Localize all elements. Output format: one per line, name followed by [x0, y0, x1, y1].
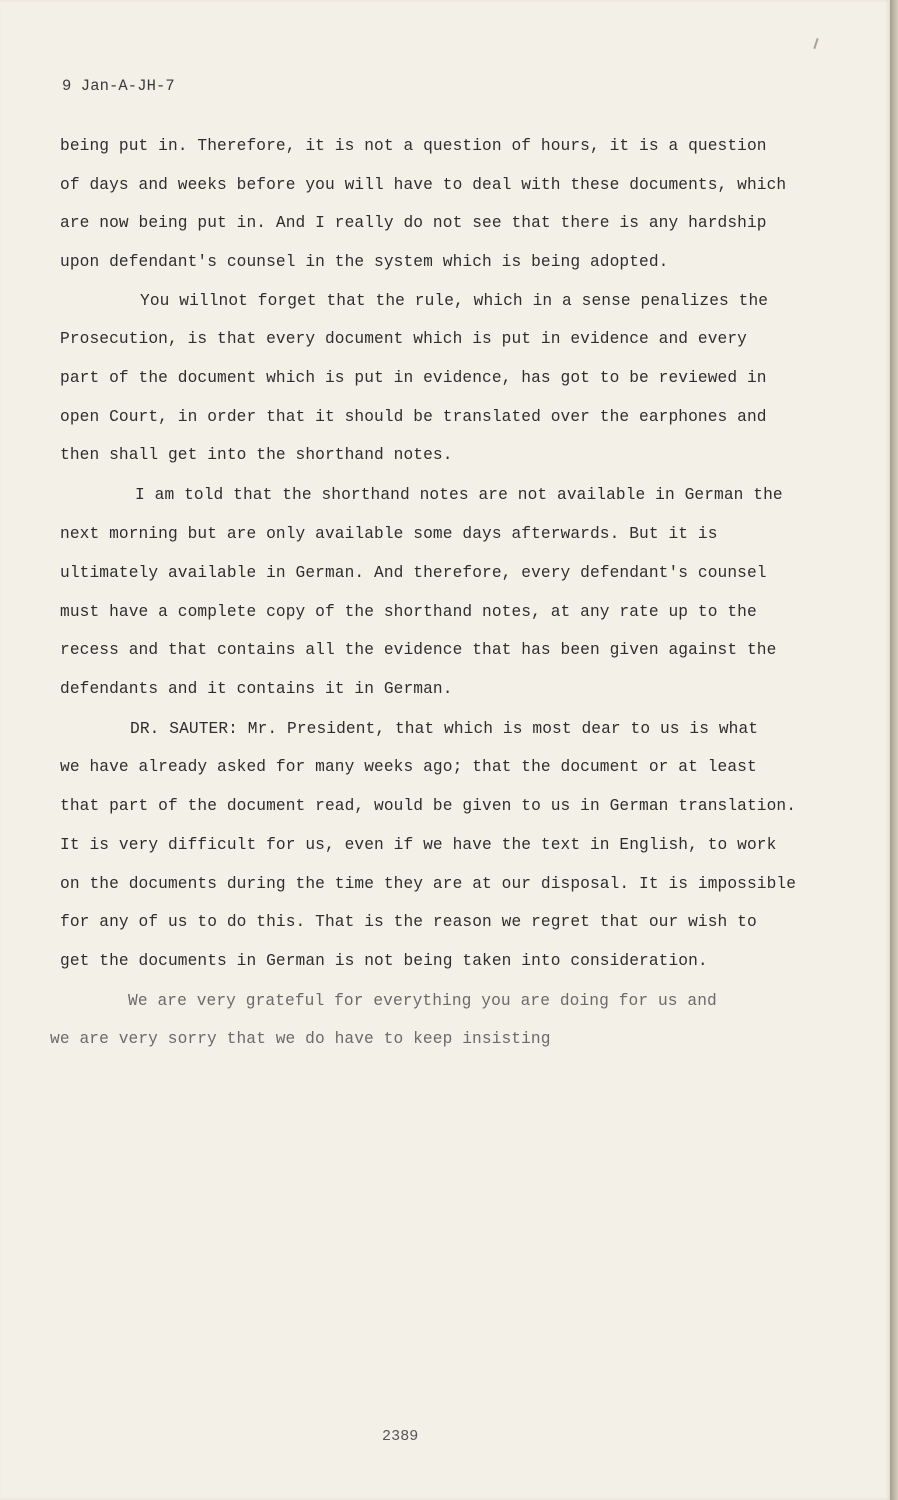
text-line: must have a complete copy of the shorthand notes, at any rate up to the [60, 603, 757, 621]
text-line: we have already asked for many weeks ago; that the document or at least [60, 758, 757, 776]
text-line: upon defendant's counsel in the system which is being adopted. [60, 253, 669, 271]
text-line: that part of the document read, would be given to us in German translation. [60, 797, 797, 815]
page-header: 9 Jan-A-JH-7 [62, 77, 175, 95]
text-line: next morning but are only available some days afterwards. But it is [60, 525, 718, 543]
text-line: Prosecution, is that every document which is put in evidence and every [60, 330, 747, 348]
text-line: part of the document which is put in evidence, has got to be reviewed in [60, 369, 767, 387]
text-line: I am told that the shorthand notes are not available in German the [135, 486, 783, 504]
text-line: defendants and it contains it in German. [60, 680, 453, 698]
text-line: open Court, in order that it should be translated over the earphones and [60, 408, 767, 426]
text-line: ultimately available in German. And therefore, every defendant's counsel [60, 564, 767, 582]
pencil-mark [813, 38, 818, 49]
text-line: DR. SAUTER: Mr. President, that which is most dear to us is what [130, 720, 759, 738]
text-line: You willnot forget that the rule, which in a sense penalizes the [140, 292, 769, 310]
text-line: get the documents in German is not being taken into consideration. [60, 952, 708, 970]
text-line: we are very sorry that we do have to keep insisting [50, 1030, 551, 1048]
text-line: It is very difficult for us, even if we have the text in English, to work [60, 836, 777, 854]
text-line: then shall get into the shorthand notes. [60, 446, 453, 464]
text-line: of days and weeks before you will have to deal with these documents, which [60, 176, 787, 194]
text-line: on the documents during the time they are at our disposal. It is impossible [60, 875, 797, 893]
text-line: recess and that contains all the evidence that has been given against the [60, 641, 777, 659]
page-number: 2389 [382, 1428, 419, 1445]
page-edge [890, 0, 898, 1500]
text-line: We are very grateful for everything you are doing for us and [128, 992, 717, 1010]
text-line: are now being put in. And I really do not see that there is any hardship [60, 214, 767, 232]
text-line: being put in. Therefore, it is not a question of hours, it is a question [60, 137, 767, 155]
text-line: for any of us to do this. That is the reason we regret that our wish to [60, 913, 757, 931]
